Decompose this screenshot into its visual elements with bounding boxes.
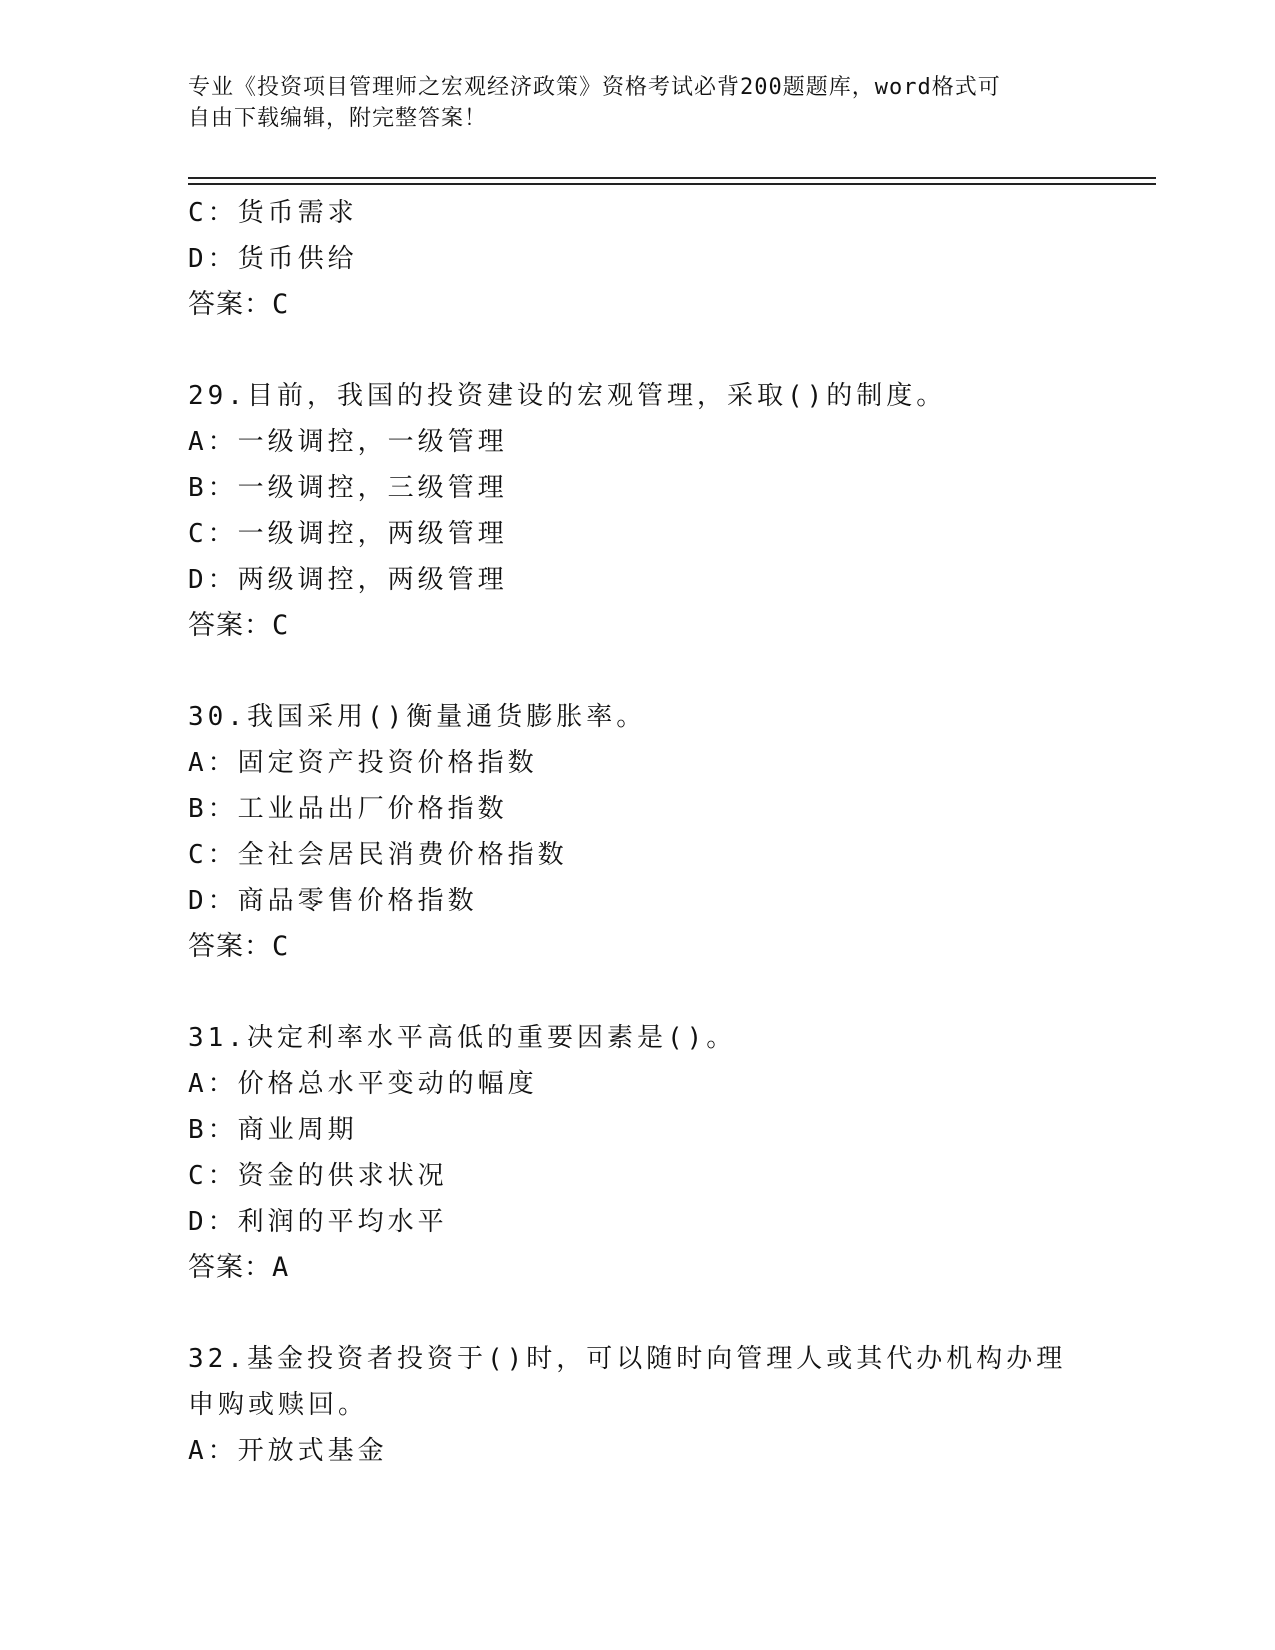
- question-text: 32.基金投资者投资于()时，可以随时向管理人或其代办机构办理申购或赎回。: [188, 1344, 1067, 1420]
- option-c: C：货币需求: [188, 198, 358, 228]
- option-d: D：商品零售价格指数: [188, 886, 478, 916]
- question-text: 30.我国采用()衡量通货膨胀率。: [188, 702, 647, 732]
- answer: 答案：C: [188, 610, 290, 641]
- previous-question-block: [188, 190, 1088, 328]
- question-29: [188, 373, 1088, 649]
- question-30: [188, 694, 1088, 970]
- option-c: C：全社会居民消费价格指数: [188, 840, 568, 870]
- answer: 答案：C: [188, 289, 290, 320]
- question-text: 29.目前，我国的投资建设的宏观管理，采取()的制度。: [188, 381, 947, 411]
- option-c: C：资金的供求状况: [188, 1161, 448, 1191]
- header-divider-bottom: [188, 183, 1156, 185]
- option-d: D：利润的平均水平: [188, 1207, 448, 1237]
- option-b: B：工业品出厂价格指数: [188, 794, 508, 824]
- option-a: A：开放式基金: [188, 1436, 388, 1466]
- option-a: A：固定资产投资价格指数: [188, 748, 538, 778]
- question-32: [188, 1336, 1088, 1474]
- option-a: A：一级调控，一级管理: [188, 427, 508, 457]
- option-b: B：商业周期: [188, 1115, 358, 1145]
- option-d: D：货币供给: [188, 244, 358, 274]
- answer: 答案：A: [188, 1252, 290, 1283]
- option-a: A：价格总水平变动的幅度: [188, 1069, 538, 1099]
- header-divider-top: [188, 177, 1156, 179]
- question-text: 31.决定利率水平高低的重要因素是()。: [188, 1023, 737, 1053]
- question-31: [188, 1015, 1088, 1291]
- answer: 答案：C: [188, 931, 290, 962]
- document-header: [188, 72, 1088, 134]
- option-d: D：两级调控，两级管理: [188, 565, 508, 595]
- option-c: C：一级调控，两级管理: [188, 519, 508, 549]
- option-b: B：一级调控，三级管理: [188, 473, 508, 503]
- question-list: [188, 190, 1088, 1474]
- header-line-2: 自由下载编辑，附完整答案！: [188, 106, 488, 131]
- header-line-1: 专业《投资项目管理师之宏观经济政策》资格考试必背200题题库，word格式可: [188, 75, 1001, 100]
